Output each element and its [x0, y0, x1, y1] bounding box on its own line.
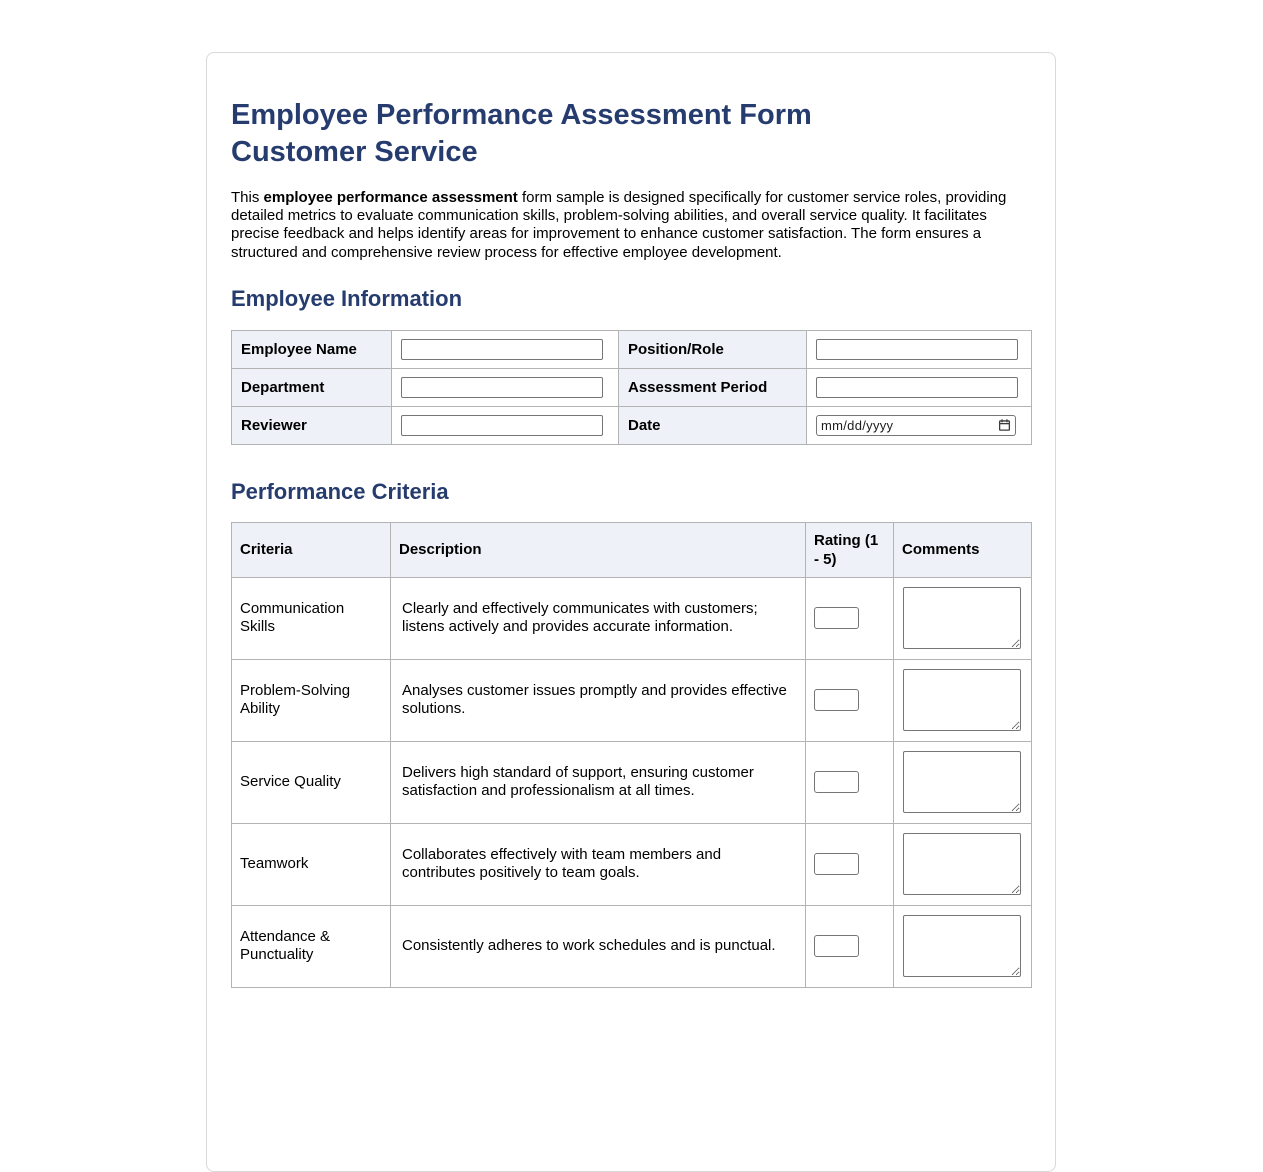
comments-textarea-service-quality[interactable] [903, 751, 1021, 813]
page-title-line1: Employee Performance Assessment Form [231, 99, 812, 131]
table-row [232, 406, 1032, 444]
performance-table [231, 522, 1032, 988]
table-row [232, 823, 1032, 905]
description-cell: Consistently adheres to work schedules and is punctual. [391, 905, 806, 987]
intro-lead: This [231, 189, 264, 206]
field-label-reviewer: Reviewer [232, 406, 392, 444]
rating-input-teamwork[interactable] [814, 853, 859, 875]
reviewer-input[interactable] [401, 415, 603, 436]
department-input[interactable] [401, 377, 603, 398]
table-row [232, 368, 1032, 406]
criteria-cell: Service Quality [232, 741, 391, 823]
intro-bold-phrase: employee performance assessment [263, 189, 518, 206]
intro-paragraph [231, 189, 1031, 262]
section-heading-performance-criteria: Performance Criteria [231, 478, 449, 504]
table-row [232, 905, 1032, 987]
field-label-position-role: Position/Role [619, 330, 807, 368]
field-label-department: Department [232, 368, 392, 406]
comments-textarea-teamwork[interactable] [903, 833, 1021, 895]
form-card [206, 52, 1056, 1172]
description-cell: Clearly and effectively communicates with customers; listens actively and provides accurate information. [391, 577, 806, 659]
column-header-criteria: Criteria [232, 522, 391, 577]
employee-name-input[interactable] [401, 339, 603, 360]
comments-textarea-communication-skills[interactable] [903, 587, 1021, 649]
page-title-line2: Customer Service [231, 136, 478, 168]
table-row [232, 577, 1032, 659]
rating-input-attendance-punctuality[interactable] [814, 935, 859, 957]
intro-rest: form sample is designed specifically for customer service roles, providing detailed metrics to evaluate communication skills, problem-solving abilities, and overall service quality. It facilitates precise feedback and helps identify areas for improvement to enhance customer satisfaction. The form ensures a structured and comprehensive review process for effective employee development. [231, 189, 1007, 261]
table-header-row [232, 522, 1032, 577]
description-cell: Collaborates effectively with team members and contributes positively to team goals. [391, 823, 806, 905]
column-header-comments: Comments [894, 522, 1032, 577]
comments-textarea-problem-solving[interactable] [903, 669, 1021, 731]
description-cell: Analyses customer issues promptly and provides effective solutions. [391, 659, 806, 741]
criteria-cell: Attendance & Punctuality [232, 905, 391, 987]
comments-textarea-attendance-punctuality[interactable] [903, 915, 1021, 977]
table-row [232, 330, 1032, 368]
field-label-employee-name: Employee Name [232, 330, 392, 368]
criteria-cell: Teamwork [232, 823, 391, 905]
assessment-period-input[interactable] [816, 377, 1018, 398]
description-cell: Delivers high standard of support, ensuring customer satisfaction and professionalism at all times. [391, 741, 806, 823]
column-header-description: Description [391, 522, 806, 577]
employee-info-table [231, 330, 1032, 445]
date-input[interactable] [816, 415, 1016, 436]
criteria-cell: Problem-Solving Ability [232, 659, 391, 741]
position-role-input[interactable] [816, 339, 1018, 360]
section-heading-employee-information: Employee Information [231, 285, 463, 311]
rating-input-problem-solving[interactable] [814, 689, 859, 711]
column-header-rating: Rating (1 - 5) [806, 522, 894, 577]
date-placeholder: mm/dd/yyyy [821, 417, 894, 433]
rating-input-service-quality[interactable] [814, 771, 859, 793]
table-row [232, 659, 1032, 741]
table-row [232, 741, 1032, 823]
field-label-assessment-period: Assessment Period [619, 368, 807, 406]
criteria-cell: Communication Skills [232, 577, 391, 659]
rating-input-communication-skills[interactable] [814, 607, 859, 629]
calendar-icon[interactable] [998, 418, 1011, 432]
field-label-date: Date [619, 406, 807, 444]
page-title [231, 97, 1031, 171]
